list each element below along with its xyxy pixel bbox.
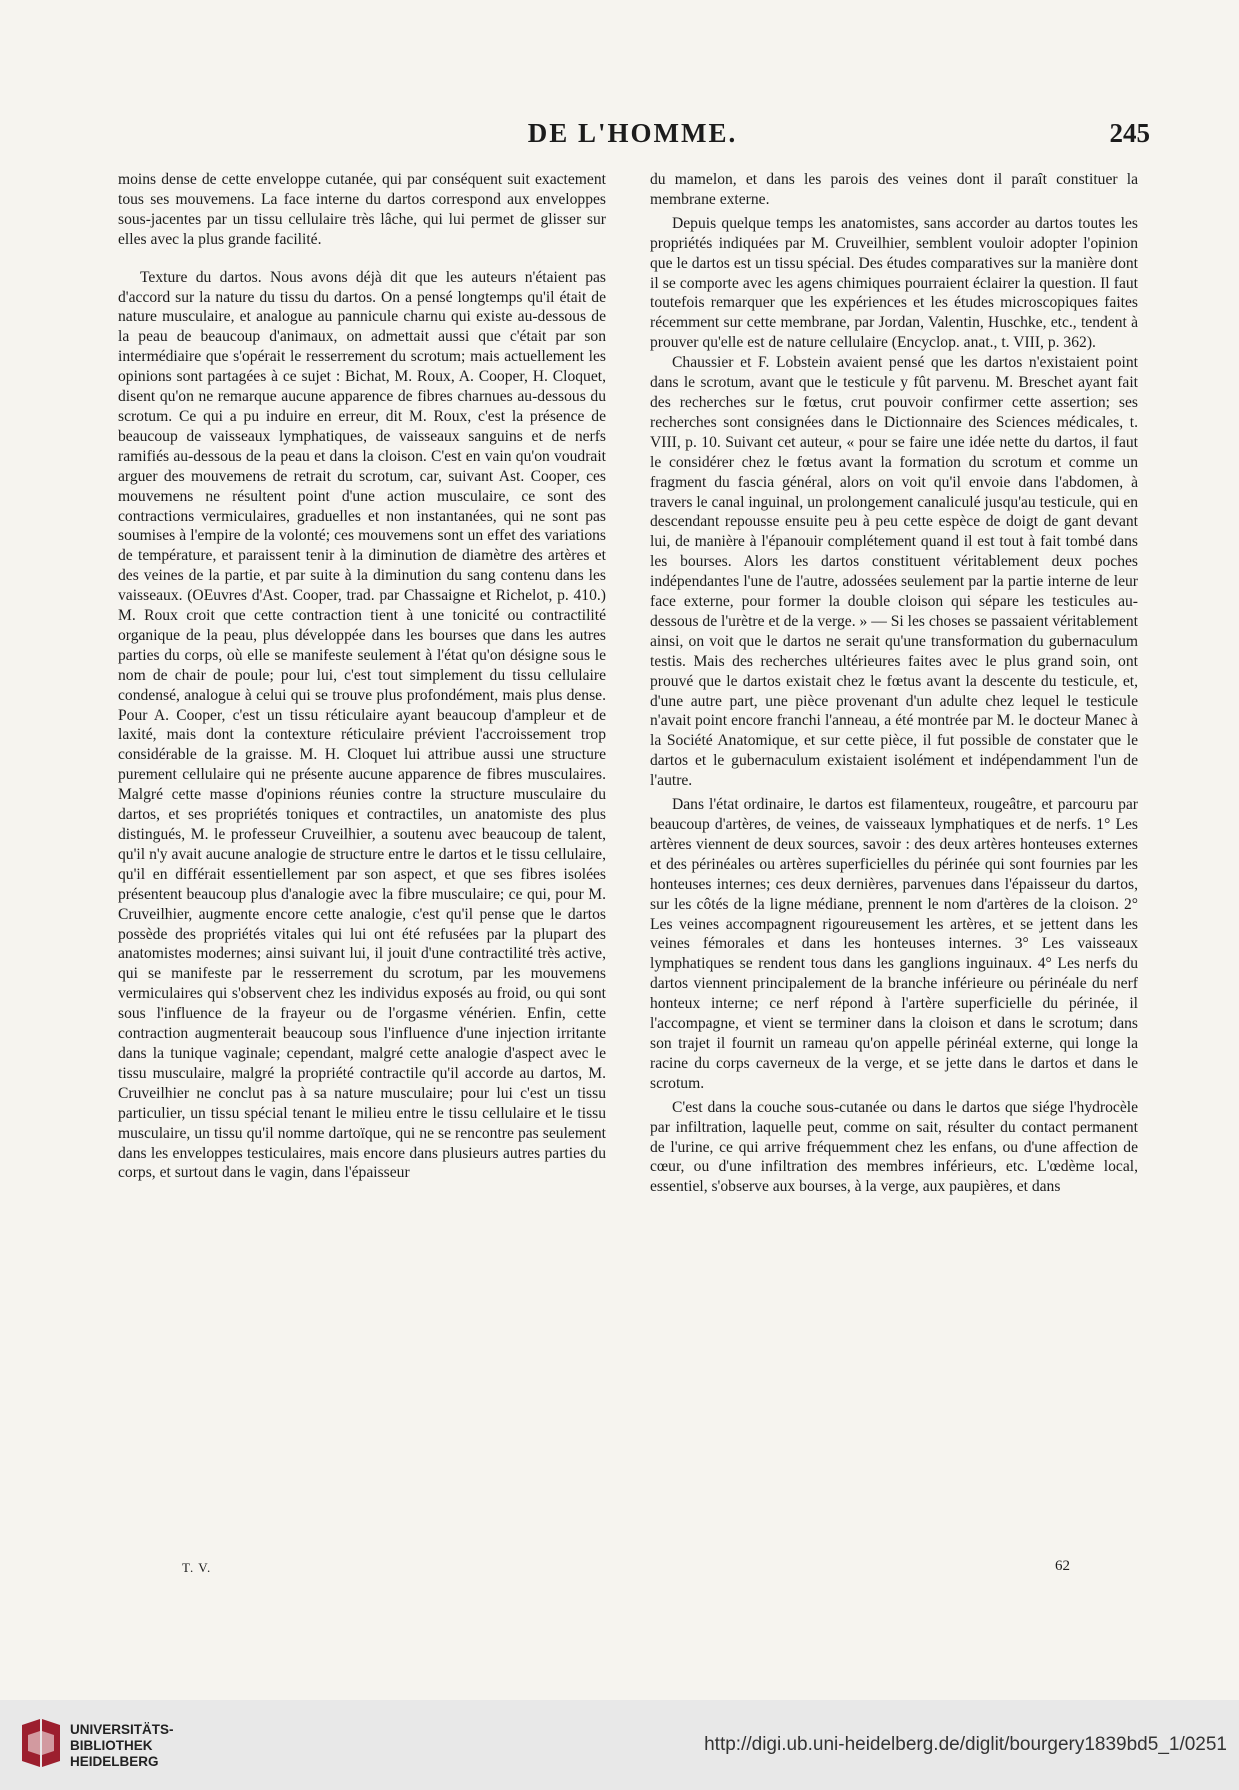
- library-footer-bar: [0, 1700, 1239, 1790]
- running-header: [115, 118, 1150, 162]
- paragraph: Depuis quelque temps les anatomistes, sans accorder au dartos toutes les propriétés indiquées par M. Cruveilhier, semblent vouloir adopter l'opinion que le dartos est un tissu spécial. Des études comparatives sur la manière dont il se comporte avec les agens chimiques pourraient éclairer la question. Il faut toutefois remarquer que les expériences et les études microscopiques faites récemment sur cette membrane, par Jordan, Valentin, Huschke, etc., tendent à prouver qu'elle est de nature cellulaire (Encyclop. anat., t. VIII, p. 362).: [650, 214, 1138, 352]
- library-logo-icon: [18, 1717, 62, 1773]
- library-name-line: HEIDELBERG: [70, 1754, 159, 1769]
- library-name: [70, 1722, 174, 1770]
- page-number: 245: [1109, 118, 1150, 148]
- paragraph: C'est dans la couche sous-cutanée ou dans le dartos que siége l'hydrocèle par infiltration, laquelle peut, comme on sait, résulter du contact permanent de l'urine, ce qui arrive fréquemment chez les enfans, ou d'une affection de cœur, ou d'une infiltration des membres inférieurs, etc. L'œdème local, essentiel, s'observe aux bourses, à la verge, aux paupières, et dans: [650, 1098, 1138, 1196]
- right-column: [650, 170, 1138, 1197]
- paragraph: Texture du dartos. Nous avons déjà dit que les auteurs n'étaient pas d'accord sur la nature du tissu du dartos. On a pensé longtemps qu'il était de nature musculaire, et analogue au pannicule charnu qui existe au-dessous de la peau de beaucoup d'animaux, on admettait aussi que c'était par son intermédiaire que s'opérait le resserrement du scrotum; mais actuellement les opinions sont partagées à ce sujet : Bichat, M. Roux, A. Cooper, H. Cloquet, disent qu'on ne remarque aucune apparence de fibres charnues au-dessous du scrotum. Ce qui a pu induire en erreur, dit M. Roux, c'est la présence de beaucoup de vaisseaux lymphatiques, de vaisseaux sanguins et de nerfs ramifiés au-dessous de la peau et dans la cloison. C'est en vain qu'on voudrait arguer des mouvemens de retrait du scrotum, car, suivant Ast. Cooper, ces mouvemens ne résultent point d'une action musculaire, ce sont des contractions vermiculaires, graduelles et non instantanées, qui ne sont pas soumises à l'empire de la volonté; ces mouvemens sont un effet des variations de température, et paraissent tenir à la diminution de diamètre des artères et des veines de la partie, et par suite à la diminution du sang contenu dans les vaisseaux. (OEuvres d'Ast. Cooper, trad. par Chassaigne et Richelot, p. 410.) M. Roux croit que cette contraction tient à une tonicité ou contractilité organique de la peau, plus développée dans les bourses que dans les autres parties du corps, où elle se manifeste seulement à l'état qu'on désigne sous le nom de chair de poule; pour lui, c'est tout simplement du tissu cellulaire condensé, analogue à celui qui se trouve plus profondément, mais plus dense. Pour A. Cooper, c'est un tissu réticulaire ayant beaucoup d'ampleur et de laxité, mais dont la contexture réticulaire prévient l'accroissement trop considérable de la graisse. M. H. Cloquet lui attribue aussi une structure purement cellulaire qui ne présente aucune apparence de fibres musculaires. Malgré cette masse d'opinions réunies contre la structure musculaire du dartos, et ses propriétés toniques et contractiles, un anatomiste des plus distingués, M. le professeur Cruveilhier, a soutenu avec beaucoup de talent, qu'il n'y avait aucune analogie de structure entre le dartos et le tissu cellulaire, qu'il en différait essentiellement par son aspect, et que ses fibres isolées présentent beaucoup plus d'analogie avec la fibre musculaire; ce qui, pour M. Cruveilhier, augmente encore cette analogie, c'est qu'il pense que le dartos possède des propriétés vitales qui lui ont été refusées par la plupart des anatomistes modernes; ainsi suivant lui, il jouit d'une contractilité très active, qui se manifeste par le resserrement du scrotum, par les mouvemens vermiculaires qui s'observent chez les individus exposés au froid, ou qui sont sous l'influence de la frayeur ou de l'orgasme vénérien. Enfin, cette contraction augmenterait beaucoup sous l'influence d'une injection irritante dans la tunique vaginale; cependant, malgré cette analogie d'aspect avec le tissu musculaire, malgré la propriété contractile qu'il accorde au dartos, M. Cruveilhier ne conclut pas à sa nature musculaire; pour lui c'est un tissu particulier, un tissu spécial tenant le milieu entre le tissu cellulaire et le tissu musculaire, un tissu qu'il nomme dartoïque, qui ne se rencontre pas seulement dans les enveloppes testiculaires, mais encore dans plusieurs autres parties du corps, et surtout dans le vagin, dans l'épaisseur: [118, 268, 606, 1182]
- left-column: [118, 170, 606, 1183]
- library-name-line: UNIVERSITÄTS-: [70, 1722, 174, 1737]
- paragraph: moins dense de cette enveloppe cutanée, qui par conséquent suit exactement tous ses mouvemens. La face interne du dartos correspond aux enveloppes sous-jacentes par un tissu cellulaire très lâche, qui lui permet de glisser sur elles avec la plus grande facilité.: [118, 171, 606, 248]
- paragraph: Dans l'état ordinaire, le dartos est filamenteux, rougeâtre, et parcouru par beaucoup d'artères, de veines, de vaisseaux lymphatiques et de nerfs. 1° Les artères viennent de deux sources, savoir : des deux artères honteuses externes et des périnéales ou artères superficielles du périnée qui sont fournies par les honteuses internes; ces deux dernières, parvenues dans l'épaisseur du dartos, sur les côtés de la ligne médiane, prennent le nom d'artères de la cloison. 2° Les veines accompagnent rigoureusement les artères, et se jettent dans les veines fémorales et dans les honteuses internes. 3° Les vaisseaux lymphatiques se rendent tous dans les ganglions inguinaux. 4° Les nerfs du dartos viennent principalement de la branche inférieure ou périnéale du nerf honteux interne; ce nerf répond à l'artère superficielle du périnée, il l'accompagne, et vient se terminer dans la cloison et dans le scrotum; dans son trajet il fournit un rameau qu'on appelle périnéal externe, qui longe la racine du corps caverneux de la verge, et se jette dans le dartos et dans le scrotum.: [650, 796, 1138, 1092]
- permalink-url[interactable]: http://digi.ub.uni-heidelberg.de/diglit/bourgery1839bd5_1/0251: [704, 1734, 1227, 1755]
- paragraph: du mamelon, et dans les parois des veines dont il paraît constituer la membrane externe.: [650, 171, 1138, 208]
- sheet-signature: 62: [1055, 1558, 1070, 1574]
- volume-signature: T. V.: [182, 1560, 212, 1575]
- paragraph: Chaussier et F. Lobstein avaient pensé que les dartos n'existaient point dans le scrotum, avant que le testicule y fût parvenu. M. Breschet ayant fait des recherches sur le fœtus, crut pouvoir confirmer cette assertion; ses recherches sont consignées dans le Dictionnaire des Sciences médicales, t. VIII, p. 10. Suivant cet auteur, « pour se faire une idée nette du dartos, il faut le considérer chez le fœtus avant la formation du scrotum et comme un fragment du fascia général, alors on voit qu'il envoie dans l'abdomen, à travers le canal inguinal, un prolongement canaliculé jusqu'au testicule, qui en descendant repousse ensuite peu à peu cette espèce de doigt de gant devant lui, de manière à l'épanouir complétement quand il est tout à fait tombé dans les bourses. Alors les dartos constituent véritablement deux poches indépendantes l'une de l'autre, adossées seulement par la partie interne de leur face externe, pour former la double cloison qui sépare les testicules au-dessous de l'urètre et de la verge. » — Si les choses se passaient véritablement ainsi, on voit que le dartos ne serait qu'une transformation du gubernaculum testis. Mais des recherches ultérieures faites avec le plus grand soin, ont prouvé que le dartos existait chez le fœtus avant la descente du testicule, et, d'une autre part, une pièce provenant d'un adulte chez lequel le testicule n'avait point encore franchi l'anneau, a été montrée par M. le docteur Manec à la Société Anatomique, et sur cette pièce, il fut possible de constater que le dartos et le gubernaculum existaient isolément et indépendamment l'un de l'autre.: [650, 354, 1138, 790]
- page-title: DE L'HOMME.: [527, 118, 738, 148]
- library-name-line: BIBLIOTHEK: [70, 1738, 153, 1753]
